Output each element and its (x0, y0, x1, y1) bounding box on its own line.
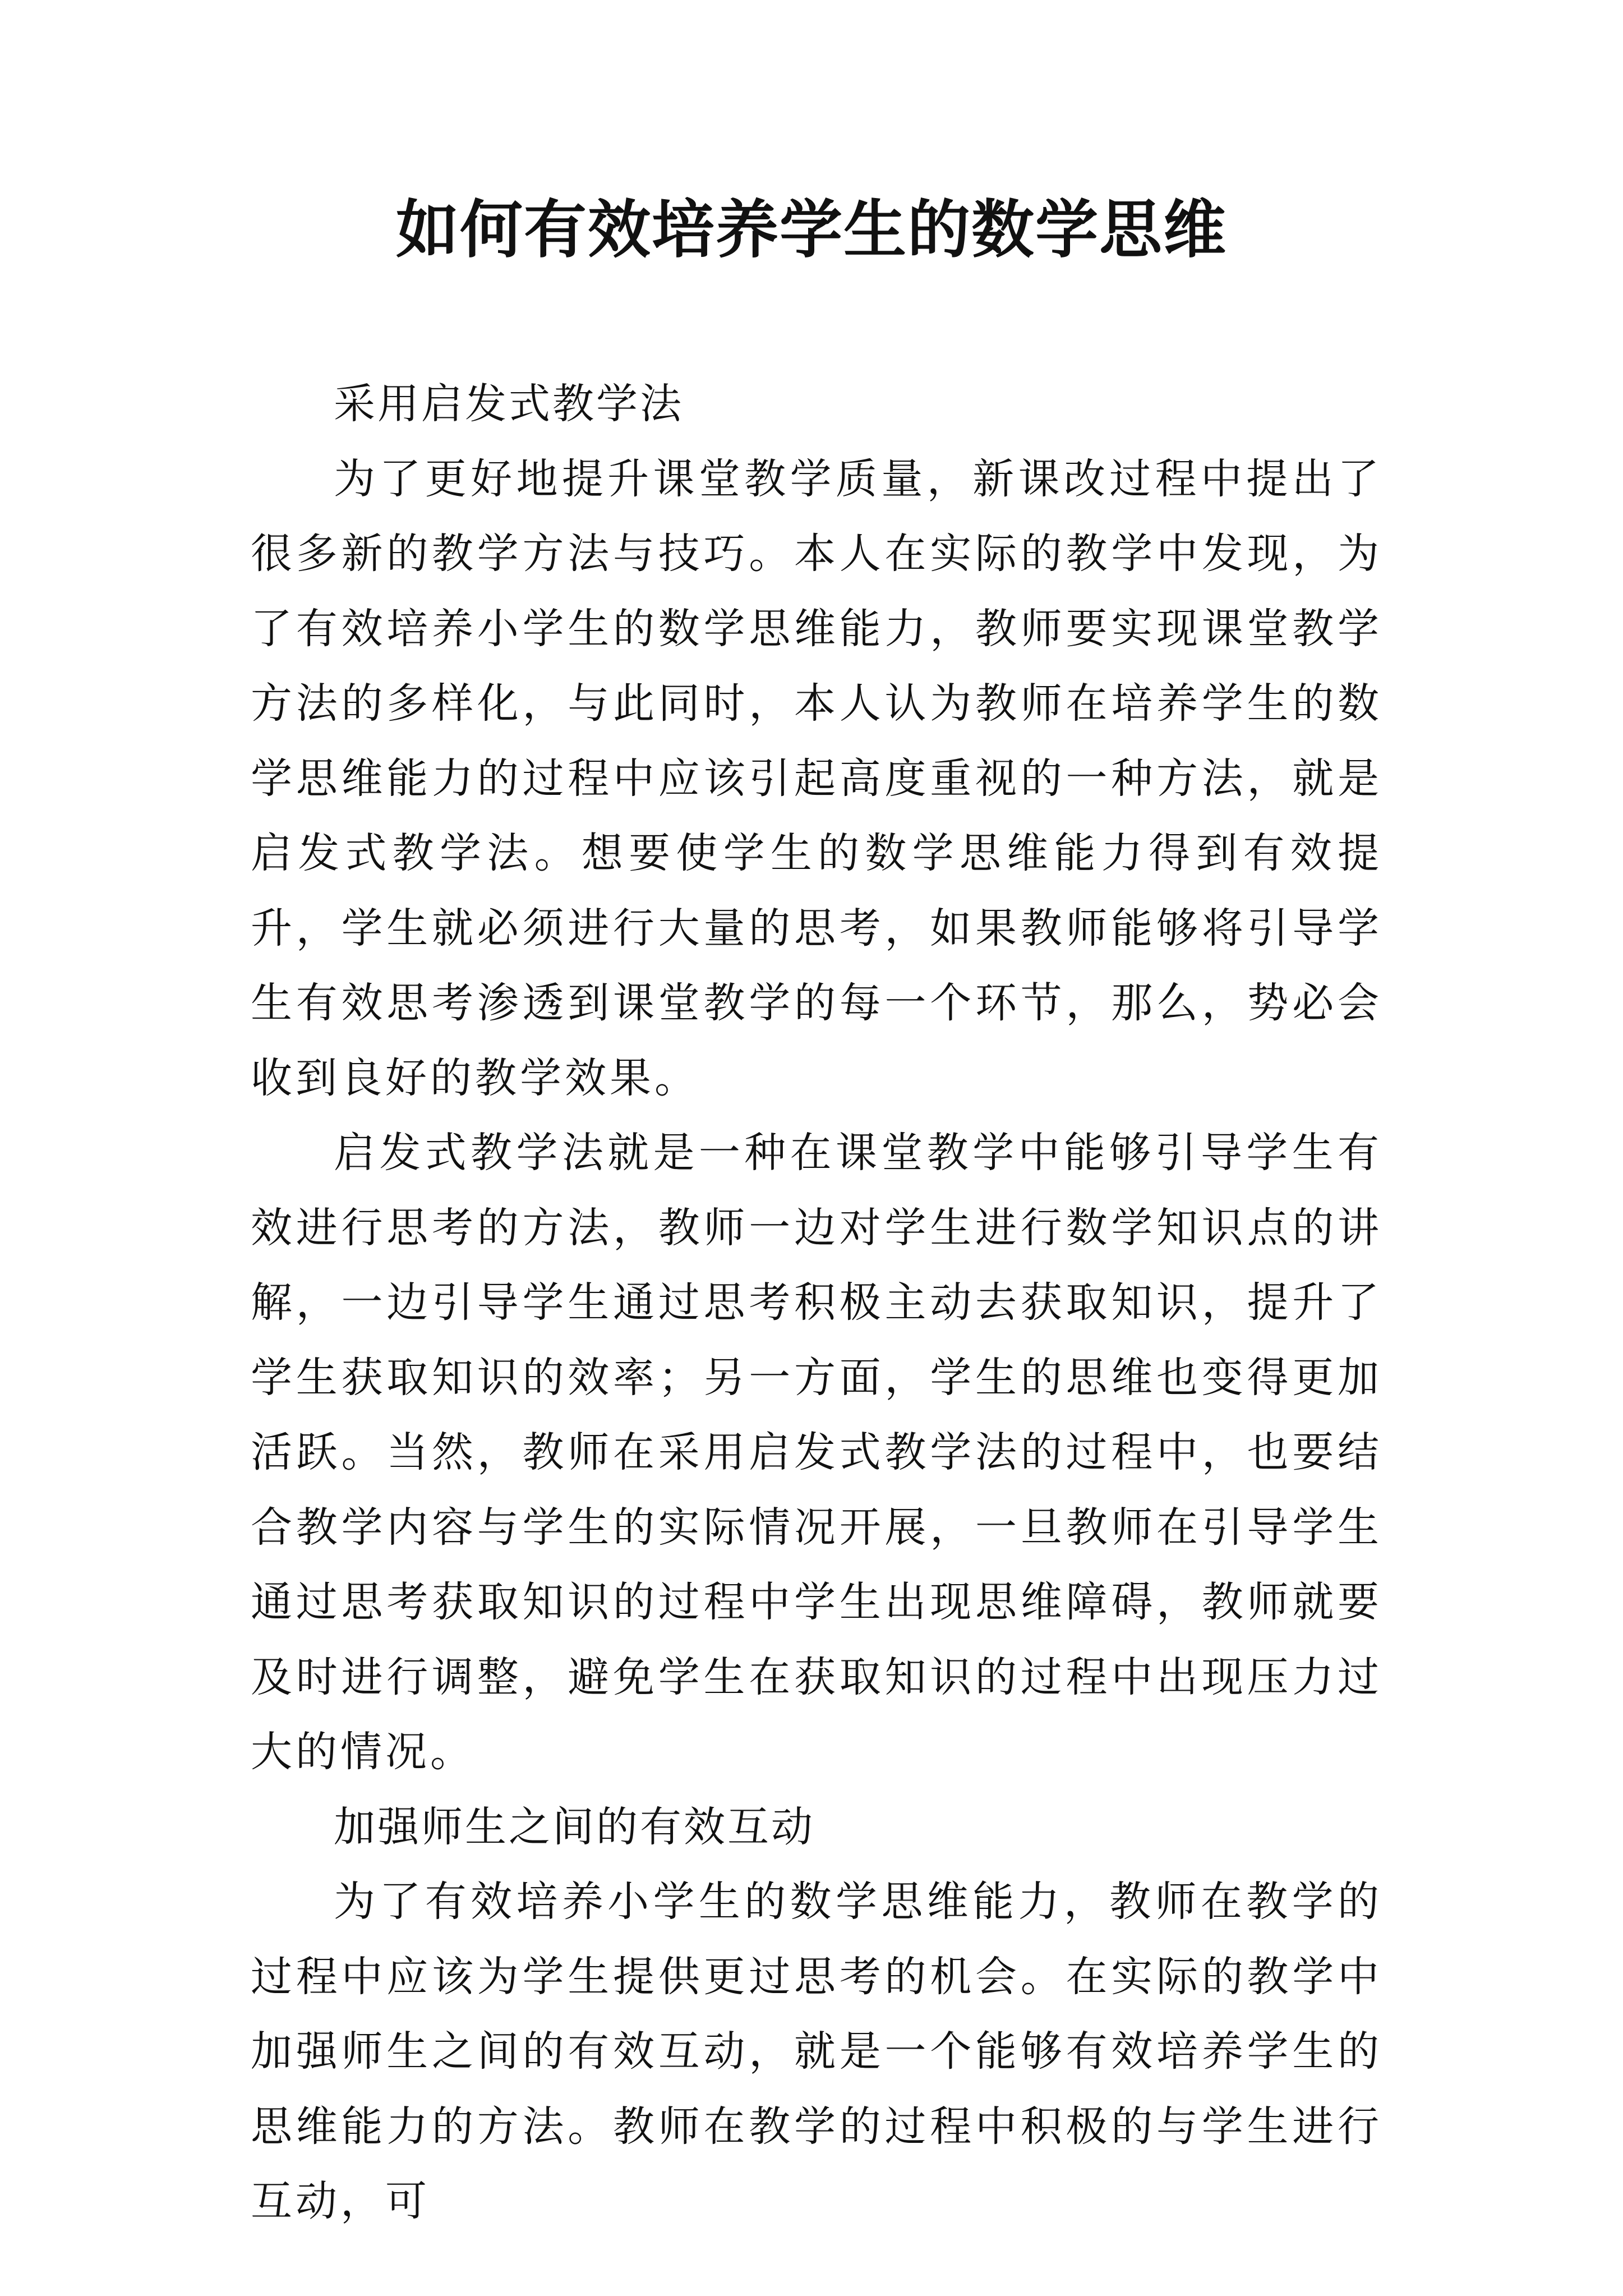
paragraph-1: 为了更好地提升课堂教学质量，新课改过程中提出了很多新的教学方法与技巧。本人在实际的教学中发现，为了有效培养小学生的数学思维能力，教师要实现课堂教学方法的多样化，与此同时，本人认为教师在培养学生的数学思维能力的过程中应该引起高度重视的一种方法，就是启发式教学法。想要使学生的数学思维能力得到有效提升，学生就必须进行大量的思考，如果教师能够将引导学生有效思考渗透到课堂教学的每一个环节，那么，势必会收到良好的教学效果。 (251, 454, 1382, 1102)
section-heading-2: 加强师生之间的有效互动 (334, 1802, 815, 1851)
paragraph-3: 为了有效培养小学生的数学思维能力，教师在教学的过程中应该为学生提供更过思考的机会。在实际的教学中加强师生之间的有效互动，就是一个能够有效培养学生的思维能力的方法。教师在教学的过程中积极的与学生进行互动，可 (251, 1878, 1382, 2225)
section-heading-1: 采用启发式教学法 (334, 380, 684, 428)
document-title: 如何有效培养学生的数学思维 (396, 193, 1227, 266)
document-body (251, 367, 1382, 2239)
paragraph-2: 启发式教学法就是一种在课堂教学中能够引导学生有效进行思考的方法，教师一边对学生进行数学知识点的讲解，一边引导学生通过思考积极主动去获取知识，提升了学生获取知识的效率；另一方面，学生的思维也变得更加活跃。当然，教师在采用启发式教学法的过程中，也要结合教学内容与学生的实际情况开展，一旦教师在引导学生通过思考获取知识的过程中学生出现思维障碍，教师就要及时进行调整，避免学生在获取知识的过程中出现压力过大的情况。 (251, 1129, 1382, 1776)
